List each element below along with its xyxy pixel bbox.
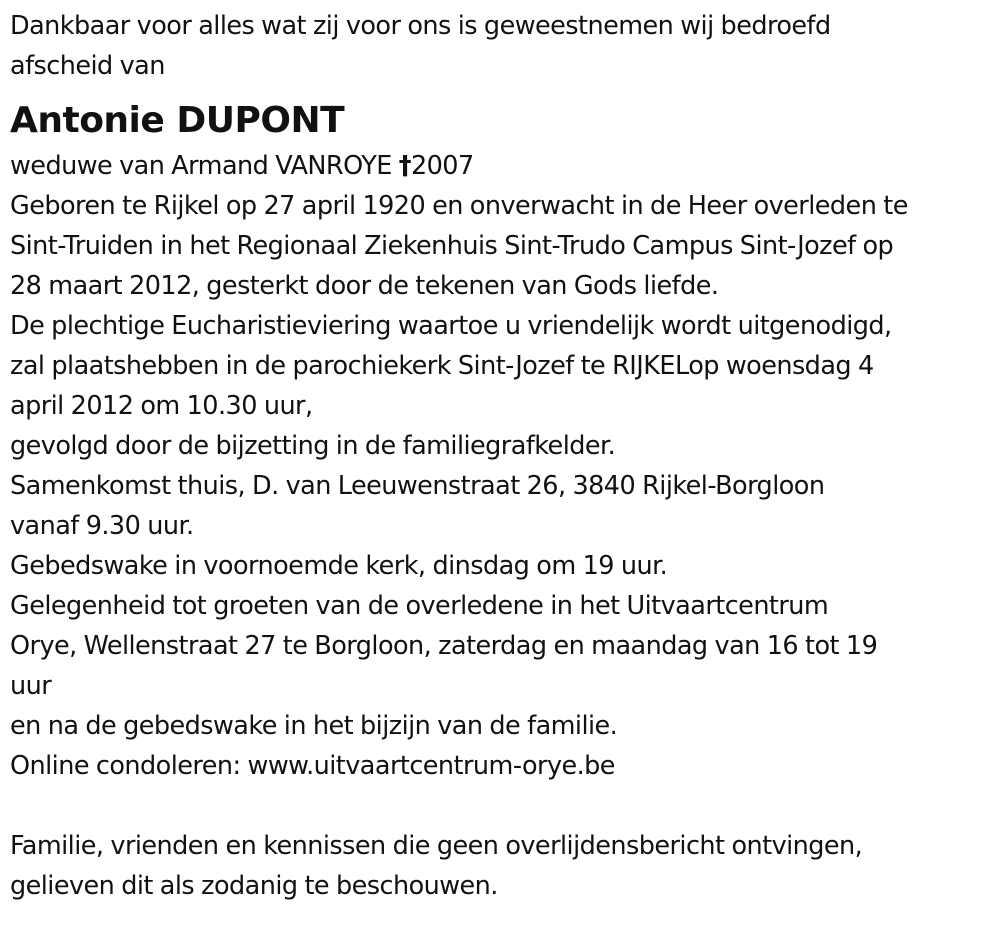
body-line: Samenkomst thuis, D. van Leeuwenstraat 26, 3840 Rijkel-Borgloon <box>10 471 825 501</box>
intro-line: Dankbaar voor alles wat zij voor ons is geweestnemen wij bedroefd <box>10 11 831 41</box>
body-line: gevolgd door de bijzetting in de familiegrafkelder. <box>10 431 616 461</box>
intro-line: afscheid van <box>10 51 165 81</box>
body-line: zal plaatshebben in de parochiekerk Sint-Jozef te RIJKELop woensdag 4 <box>10 351 874 381</box>
obituary-notice <box>10 6 995 906</box>
condolence-url-line: Online condoleren: www.uitvaartcentrum-orye.be <box>10 751 615 781</box>
body-line: en na de gebedswake in het bijzijn van de familie. <box>10 711 618 741</box>
deceased-name: Antonie DUPONT <box>10 100 345 141</box>
body-line: De plechtige Eucharistieviering waartoe u vriendelijk wordt uitgenodigd, <box>10 311 892 341</box>
spouse-prefix: weduwe van Armand VANROYE <box>10 151 399 181</box>
body-line: Geboren te Rijkel op 27 april 1920 en onverwacht in de Heer overleden te <box>10 191 908 221</box>
body-line: april 2012 om 10.30 uur, <box>10 391 313 421</box>
body-line: Orye, Wellenstraat 27 te Borgloon, zaterdag en maandag van 16 tot 19 <box>10 631 878 661</box>
spouse-line <box>10 146 995 186</box>
body-line: 28 maart 2012, gesterkt door de tekenen van Gods liefde. <box>10 271 719 301</box>
body-line: Sint-Truiden in het Regionaal Ziekenhuis Sint-Trudo Campus Sint-Jozef op <box>10 231 894 261</box>
body-line: Gebedswake in voornoemde kerk, dinsdag om 19 uur. <box>10 551 668 581</box>
body-line: vanaf 9.30 uur. <box>10 511 194 541</box>
closing-line: gelieven dit als zodanig te beschouwen. <box>10 871 498 901</box>
paragraph-gap <box>10 786 995 826</box>
spouse-death-year: 2007 <box>410 151 474 181</box>
closing-line: Familie, vrienden en kennissen die geen overlijdensbericht ontvingen, <box>10 831 863 861</box>
cross-icon: † <box>398 151 411 181</box>
body-line: Gelegenheid tot groeten van de overledene in het Uitvaartcentrum <box>10 591 829 621</box>
body-line: uur <box>10 671 52 701</box>
